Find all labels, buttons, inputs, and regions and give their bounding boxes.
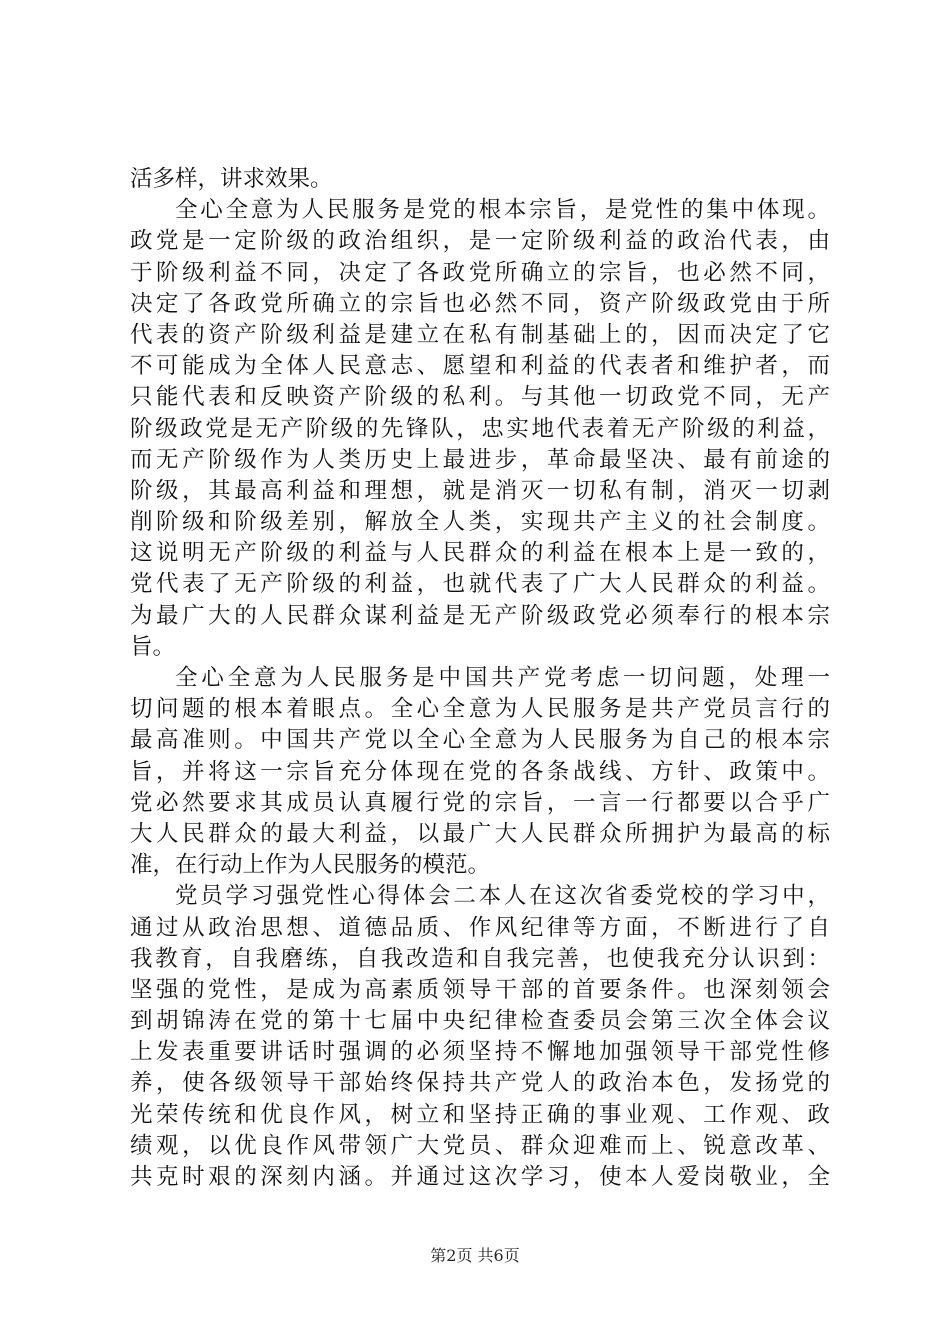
text-line: 绩观，以优良作风带领广大党员、群众迎难而上、锐意改革、: [130, 1132, 830, 1159]
text-line: 政党是一定阶级的政治组织，是一定阶级利益的政治代表，由: [130, 228, 830, 255]
text-line: 我教育，自我磨练，自我改造和自我完善，也使我充分认识到：: [130, 945, 830, 972]
text-line: 养，使各级领导干部始终保持共产党人的政治本色，发扬党的: [130, 1070, 830, 1097]
text-line: 党代表了无产阶级的利益，也就代表了广大人民群众的利益。: [130, 571, 830, 598]
text-line: 到胡锦涛在党的第十七届中央纪律检查委员会第三次全体会议: [130, 1008, 830, 1035]
text-line: 为最广大的人民群众谋利益是无产阶级政党必须奉行的根本宗: [130, 602, 830, 629]
text-line: 党必然要求其成员认真履行党的宗旨，一言一行都要以合乎广: [130, 789, 830, 816]
text-line: 而无产阶级作为人类历史上最进步，革命最坚决、最有前途的: [130, 446, 830, 473]
text-line: 坚强的党性，是成为高素质领导干部的首要条件。也深刻领会: [130, 976, 830, 1003]
text-line: 活多样，讲求效果。: [130, 166, 333, 192]
text-line: 代表的资产阶级利益是建立在私有制基础上的，因而决定了它: [130, 321, 830, 348]
text-line: 大人民群众的最大利益，以最广大人民群众所拥护为最高的标: [130, 820, 830, 847]
text-line: 旨，并将这一宗旨充分体现在党的各条战线、方针、政策中。: [130, 758, 830, 785]
text-line: 党员学习强党性心得体会二本人在这次省委党校的学习中，: [175, 883, 830, 910]
text-line: 切问题的根本着眼点。全心全意为人民服务是共产党员言行的: [130, 696, 830, 723]
text-line: 准，在行动上作为人民服务的模范。: [130, 852, 491, 879]
text-line: 这说明无产阶级的利益与人民群众的利益在根本上是一致的，: [130, 540, 830, 567]
text-line: 通过从政治思想、道德品质、作风纪律等方面，不断进行了自: [130, 914, 830, 941]
text-line: 上发表重要讲话时强调的必须坚持不懈地加强领导干部党性修: [130, 1039, 830, 1066]
text-line: 决定了各政党所确立的宗旨也必然不同，资产阶级政党由于所: [130, 290, 830, 317]
text-line: 共克时艰的深刻内涵。并通过这次学习，使本人爱岗敬业，全: [130, 1164, 830, 1190]
text-line: 只能代表和反映资产阶级的私利。与其他一切政党不同，无产: [130, 384, 830, 411]
text-line: 不可能成为全体人民意志、愿望和利益的代表者和维护者，而: [130, 353, 830, 380]
text-line: 削阶级和阶级差别，解放全人类，实现共产主义的社会制度。: [130, 509, 830, 536]
text-line: 于阶级利益不同，决定了各政党所确立的宗旨，也必然不同，: [130, 259, 830, 286]
text-line: 阶级政党是无产阶级的先锋队，忠实地代表着无产阶级的利益，: [130, 415, 830, 442]
text-line: 光荣传统和优良作风，树立和坚持正确的事业观、工作观、政: [130, 1101, 830, 1128]
text-line: 全心全意为人民服务是党的根本宗旨，是党性的集中体现。: [175, 197, 830, 224]
text-line: 最高准则。中国共产党以全心全意为人民服务为自己的根本宗: [130, 727, 830, 754]
text-line: 旨。: [130, 633, 176, 660]
page-footer: 第2页 共6页: [430, 1246, 520, 1265]
text-line: 阶级，其最高利益和理想，就是消灭一切私有制，消灭一切剥: [130, 477, 830, 504]
document-body: [130, 164, 830, 1193]
text-line: 全心全意为人民服务是中国共产党考虑一切问题，处理一: [175, 665, 830, 691]
